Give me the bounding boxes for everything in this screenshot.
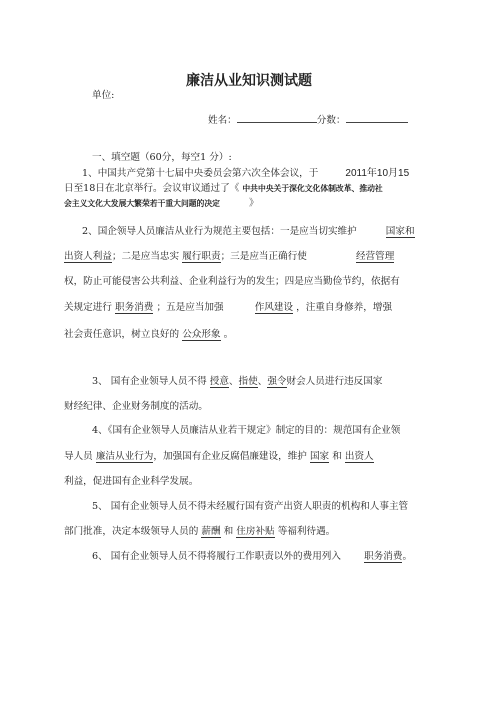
q1-document-title: 中共中央关于深化文化体制改革、推动社 [242, 184, 383, 193]
q6-text: 6、 国有企业领导人员不得将履行工作职责以外的费用列入 [92, 551, 341, 562]
q1-date: 2011年10月15 [345, 168, 410, 179]
q2-answer-5: 作风建设 [254, 302, 294, 313]
q2-line1 [82, 225, 415, 238]
q3-answer-1: 授意 [209, 376, 229, 387]
q2-answer-2: 履行职责 [182, 251, 221, 262]
q6-line1 [92, 550, 412, 563]
q1-text-2: 日至18日在北京举行。会议审议通过了《 [64, 183, 240, 194]
q3-text: 3、 国有企业领导人员不得 [92, 376, 207, 387]
q5-text: 部门批准，决定本级领导人员的 [64, 526, 199, 537]
q3-line1 [92, 375, 382, 388]
page-title: 廉洁从业知识测试题 [186, 73, 312, 89]
q2-text: 。 [223, 329, 234, 340]
q1-close-mark: 》 [249, 198, 259, 209]
q5-text: 和 [223, 526, 234, 537]
q2-text: ；三是应当正确行使 [220, 251, 307, 262]
q4-line2 [64, 450, 374, 463]
q3-separator: 、 [228, 376, 239, 387]
q2-answer-4: 职务消费 [115, 302, 154, 313]
q2-answer-3: 经营管理 [355, 251, 395, 262]
q4-text: 和 [332, 451, 342, 462]
q3-text: 财会人员进行违反国家 [286, 376, 383, 387]
q2-line5 [64, 328, 233, 341]
q4-text: 导人员 [64, 451, 93, 462]
q3-answer-2: 指使 [238, 376, 258, 387]
q2-text: 关规定进行 [64, 302, 112, 313]
score-label: 分数： [316, 115, 346, 126]
q2-text: 社会责任意识，树立良好的 [64, 329, 180, 340]
q2-text: ，注重自身修养，增强 [296, 302, 393, 313]
q5-text: 等福利待遇。 [277, 526, 336, 537]
q2-line4 [64, 301, 392, 314]
q1-line2 [64, 182, 383, 195]
q3-line2: 财经纪律、企业财务制度的活动。 [64, 401, 208, 412]
q2-text: 2、国企领导人员廉洁从业行为规范主要包括：一是应当切实维护 [82, 226, 357, 237]
name-label: 姓名： [208, 115, 237, 126]
q2-answer-6: 公众形象 [182, 329, 221, 340]
q5-answer-1: 薪酬 [201, 526, 221, 537]
q4-text: ，加强国有企业反腐倡廉建设，维护 [153, 451, 307, 462]
q4-line3: 利益，促进国有企业科学发展。 [64, 476, 199, 487]
q6-text: 。 [402, 551, 413, 562]
q1-line3 [64, 197, 259, 210]
score-blank[interactable] [346, 113, 408, 123]
q2-answer-1b: 出资人利益 [64, 251, 112, 262]
q4-answer-2: 国家 [309, 451, 330, 462]
q5-answer-2: 住房补贴 [236, 526, 275, 537]
name-blank[interactable] [237, 113, 317, 123]
q2-line2 [64, 250, 394, 263]
q2-text: ；二是应当忠实 [111, 251, 180, 262]
q2-line3: 权，防止可能侵害公共利益、企业利益行为的发生；四是应当勤俭节约，依据有 [64, 276, 400, 287]
q5-line1: 5、 国有企业领导人员不得未经履行国有资产出资人职责的机构和人事主管 [92, 501, 409, 512]
q1-document-title-2: 会主义文化大发展大繁荣若干重大问题的决定 [64, 199, 220, 208]
q4-answer-1: 廉洁从业行为 [95, 451, 154, 462]
q1-line1 [82, 167, 409, 180]
name-score-row [208, 113, 408, 127]
q2-text: ；五是应当加强 [156, 302, 224, 313]
section-heading: 一、填空题（60分，每空1 分）: [92, 152, 232, 163]
q4-answer-3: 出资人 [344, 451, 374, 462]
q3-separator: 、 [257, 376, 268, 387]
unit-label: 单位: [92, 90, 115, 101]
q6-answer-1: 职务消费 [364, 551, 403, 562]
q1-text: 1、中国共产党第十七届中央委员会第六次全体会议，于 [82, 168, 319, 179]
q4-line1: 4、《国有企业领导人员廉洁从业若干规定》制定的目的：规范国有企业领 [92, 425, 401, 436]
q3-answer-3: 强令 [267, 376, 287, 387]
q2-answer-1a: 国家和 [385, 226, 415, 237]
q5-line2 [64, 525, 335, 538]
